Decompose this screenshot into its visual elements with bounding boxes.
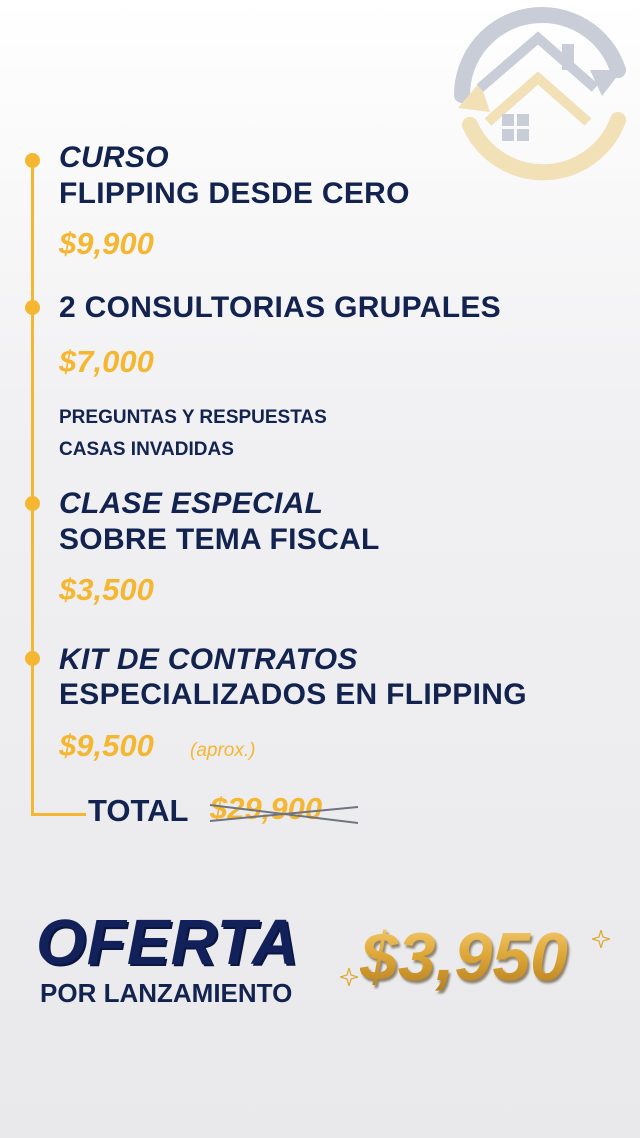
- offer-headline: OFERTA: [36, 906, 300, 978]
- item-title: KIT DE CONTRATOS: [59, 643, 358, 676]
- item-price: $3,500: [59, 572, 154, 607]
- timeline-dot: [25, 300, 40, 315]
- item-price: $9,900: [59, 226, 154, 261]
- item-price: $7,000: [59, 344, 154, 379]
- timeline-dot: [25, 153, 40, 168]
- sparkle-icon: [592, 930, 610, 948]
- item-detail: CASAS INVADIDAS: [59, 439, 234, 460]
- total-value: $29,900: [210, 791, 323, 826]
- total-value-wrap: [210, 791, 322, 827]
- total-label: TOTAL: [88, 793, 189, 828]
- item-price: $9,500: [59, 728, 154, 763]
- item-title: CURSO: [59, 141, 169, 174]
- item-subtitle: ESPECIALIZADOS EN FLIPPING: [59, 678, 527, 711]
- item-detail: PREGUNTAS Y RESPUESTAS: [59, 407, 327, 428]
- item-title: 2 CONSULTORIAS GRUPALES: [59, 291, 501, 324]
- timeline-dot: [25, 651, 40, 666]
- strikethrough-icon: [206, 795, 366, 829]
- item-title: CLASE ESPECIAL: [59, 487, 324, 520]
- house-refresh-logo-icon: [440, 0, 640, 190]
- item-subtitle: FLIPPING DESDE CERO: [59, 177, 410, 210]
- timeline-line: [31, 160, 34, 816]
- sparkle-icon: [340, 968, 358, 986]
- offer-subline: POR LANZAMIENTO: [40, 978, 293, 1008]
- timeline-end-line: [31, 813, 86, 816]
- price-note: (aprox.): [190, 740, 256, 761]
- item-subtitle: SOBRE TEMA FISCAL: [59, 523, 380, 556]
- timeline-dot: [25, 496, 40, 511]
- offer-price: $3,950: [360, 919, 568, 995]
